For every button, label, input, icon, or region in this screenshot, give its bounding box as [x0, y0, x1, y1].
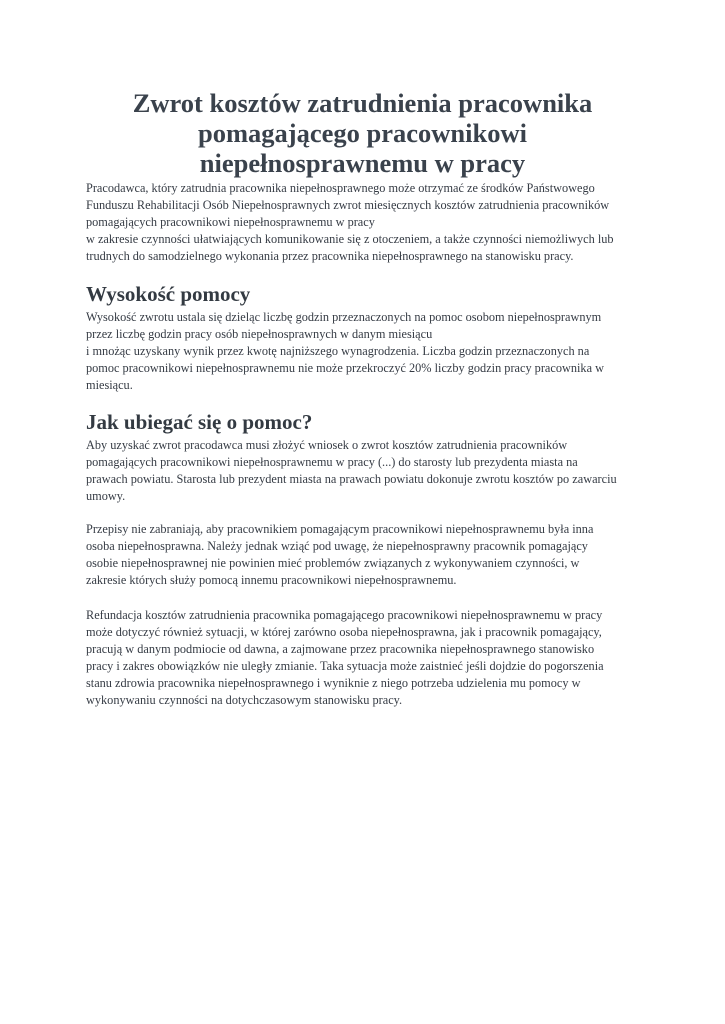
- text-line: i mnożąc uzyskany wynik przez kwotę najniższego wynagrodzenia. Liczba godzin przeznaczonych na: [86, 344, 590, 358]
- text-line: wykonywaniu czynności na dotychczasowym stanowisku pracy.: [86, 693, 403, 707]
- text-line: przez liczbę godzin pracy osób niepełnosprawnych w danym miesiącu: [86, 327, 433, 341]
- text-line: Pracodawca, który zatrudnia pracownika niepełnosprawnego może otrzymać ze środków Państwowego: [86, 181, 595, 195]
- text-line: miesiącu.: [86, 378, 133, 392]
- text-line: pomoc pracownikowi niepełnosprawnemu nie może przekroczyć 20% liczby godzin pracy pracownika w: [86, 361, 604, 375]
- title-line: niepełnosprawnemu w pracy: [199, 148, 526, 178]
- text-line: trudnych do samodzielnego wykonania przez pracownika niepełnosprawnego na stanowisku pracy.: [86, 249, 574, 263]
- apply-paragraph-2: [86, 521, 642, 589]
- text-line: stanu zdrowia pracownika niepełnosprawnego i wyniknie z niego potrzeba udzielenia mu pomocy w: [86, 676, 581, 690]
- text-line: Funduszu Rehabilitacji Osób Niepełnosprawnych zwrot miesięcznych kosztów zatrudnienia pracowników: [86, 198, 610, 212]
- text-line: Refundacja kosztów zatrudnienia pracownika pomagającego pracownikowi niepełnosprawnemu w pracy: [86, 608, 603, 622]
- intro-paragraph: [86, 180, 642, 265]
- text-line: Przepisy nie zabraniają, aby pracownikiem pomagającym pracownikowi niepełnosprawnemu była inna: [86, 522, 594, 536]
- text-line: może dotyczyć również sytuacji, w której zarówno osoba niepełnosprawna, jak i pracownik pomagający,: [86, 625, 602, 639]
- section-heading-amount: Wysokość pomocy: [86, 282, 251, 306]
- text-line: osobie niepełnosprawnej nie powinien mieć problemów związanych z wykonywaniem czynności, w: [86, 556, 580, 570]
- page-title: [86, 88, 639, 178]
- apply-paragraph-1: [86, 437, 642, 505]
- text-line: osoba niepełnosprawna. Należy jednak wziąć pod uwagę, że niepełnosprawny pracownik pomagający: [86, 539, 588, 553]
- text-line: Aby uzyskać zwrot pracodawca musi złożyć wniosek o zwrot kosztów zatrudnienia pracowników: [86, 438, 568, 452]
- text-line: Wysokość zwrotu ustala się dzieląc liczbę godzin przeznaczonych na pomoc osobom niepełnosprawnym: [86, 310, 602, 324]
- text-line: pracują w danym podmiocie od dawna, a zajmowane przez pracownika niepełnosprawnego stanowisko: [86, 642, 595, 656]
- section-heading-apply: Jak ubiegać się o pomoc?: [86, 410, 313, 434]
- title-line: pomagającego pracownikowi: [197, 118, 528, 148]
- title-line: Zwrot kosztów zatrudnienia pracownika: [132, 88, 593, 118]
- text-line: prawach powiatu. Starosta lub prezydent miasta na prawach powiatu dokonuje zwrotu kosztów po zawarciu: [86, 472, 617, 486]
- text-line: zakresie których służy pomocą innemu pracownikowi niepełnosprawnemu.: [86, 573, 457, 587]
- text-line: pracy i zakres obowiązków nie uległy zmianie. Taka sytuacja może zaistnieć jeśli dojdzie do pogorszenia: [86, 659, 604, 673]
- amount-paragraph: [86, 309, 642, 394]
- text-line: pomagających pracownikowi niepełnosprawnemu w pracy: [86, 215, 375, 229]
- text-line: w zakresie czynności ułatwiających komunikowanie się z otoczeniem, a także czynności niemożliwych lub: [86, 232, 614, 246]
- text-line: pomagających pracownikowi niepełnosprawnemu w pracy (...) do starosty lub prezydenta miasta na: [86, 455, 578, 469]
- apply-paragraph-3: [86, 607, 642, 709]
- text-line: umowy.: [86, 489, 126, 503]
